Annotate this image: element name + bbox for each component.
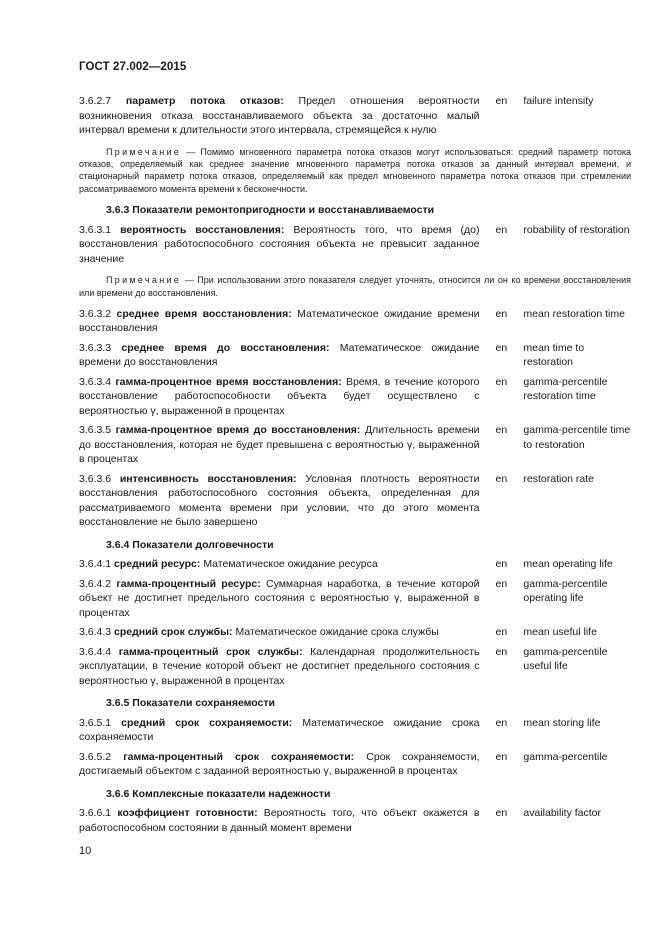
term-number: 3.6.2.7 [79,95,112,107]
language-code: en [495,472,508,485]
term-text: Условная плотность вероятности восстановления работоспособного состояния объекта, определенная для рассматриваемого момента времени при условии, что до этого момента восстановление не было завершено [79,472,480,529]
english-equivalent: mean useful life [523,626,597,639]
english-equivalent: mean operating life [523,558,613,571]
term-definition [79,716,480,745]
term-definition [79,307,480,336]
language-code: en [495,716,508,729]
note-text: — Помимо мгновенного параметра потока отказов могут использоваться: средний параметр потока отказов, определяемый как среднее значение мгновенного параметра потока отказов за данный интервал времени, и стационарный параметр потока отказов, определяемый как предел мгновенного параметра потока отказов при стремлении рассматриваемого момента времени к бесконечности. [79,146,631,194]
term-number: 3.6.3.3 [79,341,112,354]
term-text: Длительность времени до восстановления, которая не будет превышена с вероятностью γ, выраженной в процентах [79,424,480,466]
term-definition [79,223,480,267]
language-code: en [495,95,508,107]
english-equivalent: availability factor [523,807,602,820]
term-definition [79,750,480,779]
term-name: коэффициент готовности: [117,807,258,820]
term-definition [79,625,480,640]
note-label: Примечание [106,146,182,157]
language-code: en [495,375,508,388]
term-entry [79,307,631,336]
term-number: 3.6.5.1 [79,716,112,729]
term-name: средний ресурс: [114,558,201,571]
note-text: — При использовании этого показателя следует уточнять, относится ли он ко времени восстановления или времени до восстановления. [79,275,631,298]
term-name: гамма-процентный срок службы: [118,645,303,658]
note [79,274,631,299]
term-number: 3.6.4.2 [79,577,112,590]
english-equivalent: gamma-percentile restoration time [523,375,608,403]
language-code: en [495,424,508,437]
term-name: гамма-процентное время восстановления: [115,375,342,388]
term-entry [79,645,631,689]
english-equivalent: gamma-percentile operating life [523,577,608,605]
term-entry [79,577,631,621]
term-entry [79,806,631,835]
english-equivalent: mean time to restoration [523,341,585,369]
term-text: Календарная продолжительность эксплуатации, в течение которой объект не достигнет предельного состояния с вероятностью γ, выраженной в процентах [79,645,480,687]
term-number: 3.6.4.3 [79,626,112,639]
english-equivalent: failure intensity [523,95,594,107]
term-text: Суммарная наработка, в течение которой объект не достигнет предельного состояния с вероятностью γ, выраженной в процентах [79,577,480,619]
term-entry [79,625,631,640]
term-number: 3.6.3.1 [79,223,112,236]
term-text: Вероятность того, что объект окажется в работоспособном состоянии в данный момент времени [79,807,480,834]
english-equivalent: gamma-percentile [523,750,608,763]
language-code: en [495,750,508,763]
language-code: en [495,626,508,639]
term-definition [79,375,480,419]
section-heading: 3.6.6 Комплексные показатели надежности [106,787,331,800]
term-text: Время, в течение которого восстановление работоспособности объекта будет осуществлено с вероятностью γ, выраженной в процентах [79,375,480,417]
page-content [79,94,631,835]
section-heading: 3.6.3 Показатели ремонтопригодности и восстанавливаемости [106,204,435,217]
term-entry [79,423,631,467]
english-equivalent: gamma-percentile time to restoration [523,424,631,451]
english-equivalent: restoration rate [523,472,595,485]
section-heading: 3.6.5 Показатели сохраняемости [106,697,275,710]
term-entry [79,750,631,779]
term-entry [79,557,631,572]
term-text: Математическое ожидание срока сохраняемости [79,716,480,744]
term-definition [79,577,480,621]
standard-code: ГОСТ 27.002—2015 [79,61,187,73]
language-code: en [495,558,508,571]
term-number: 3.6.3.4 [79,375,112,388]
term-entry [79,472,631,530]
section-heading: 3.6.4 Показатели долговечности [106,538,274,551]
english-equivalent: gamma-percentile useful life [523,645,608,673]
term-definition [79,423,480,467]
term-definition [79,341,480,370]
term-number: 3.6.3.5 [79,424,112,437]
term-entry [79,716,631,745]
note [79,146,631,196]
term-entry [79,94,631,138]
term-name: гамма-процентный ресурс: [116,577,261,590]
term-definition [79,472,480,530]
term-text: Вероятность того, что время (до) восстановления работоспособного состояния объекта не превысит заданное значение [79,223,480,265]
term-name: интенсивность восстановления: [119,472,297,485]
term-number: 3.6.4.1 [79,558,112,571]
term-name: среднее время восстановления: [116,307,292,320]
language-code: en [495,307,508,320]
term-text: Предел отношения вероятности возникновения отказа восстанавливаемого объекта за достаточно малый интервал времени к длительности этого интервала, стремящейся к нулю [79,95,480,136]
term-definition [79,94,480,138]
term-text: Математическое ожидание срока службы [235,626,439,639]
language-code: en [495,645,508,658]
language-code: en [495,807,508,820]
term-text: Срок сохраняемости, достигаемый объектом с заданной вероятностью γ, выраженной в процентах [79,750,480,778]
term-number: 3.6.3.2 [79,307,112,320]
term-number: 3.6.3.6 [79,472,112,485]
term-name: средний срок сохраняемости: [121,716,293,729]
term-text: Математическое ожидание времени до восстановления [79,341,480,369]
language-code: en [495,223,508,236]
language-code: en [495,341,508,354]
term-name: гамма-процентный срок сохраняемости: [123,750,355,763]
term-number: 3.6.5.2 [79,750,112,763]
page-number: 10 [79,845,92,857]
term-name: гамма-процентное время до восстановления: [115,424,361,437]
term-definition [79,645,480,689]
term-name: вероятность восстановления: [120,223,285,236]
term-definition [79,557,480,572]
term-definition [79,806,480,835]
language-code: en [495,577,508,590]
english-equivalent: mean storing life [523,716,601,729]
term-text: Математическое ожидание времени восстановления [79,307,480,335]
term-entry [79,341,631,370]
english-equivalent: robability of restoration [523,223,630,236]
term-number: 3.6.4.4 [79,645,112,658]
term-entry [79,223,631,267]
english-equivalent: mean restoration time [523,307,625,320]
note-label: Примечание [106,275,182,286]
term-text: Математическое ожидание ресурса [203,558,378,571]
term-name: среднее время до восстановления: [121,341,330,354]
term-number: 3.6.6.1 [79,807,112,820]
term-entry [79,375,631,419]
term-name: средний срок службы: [114,626,233,639]
term-name: параметр потока отказов: [125,95,284,107]
